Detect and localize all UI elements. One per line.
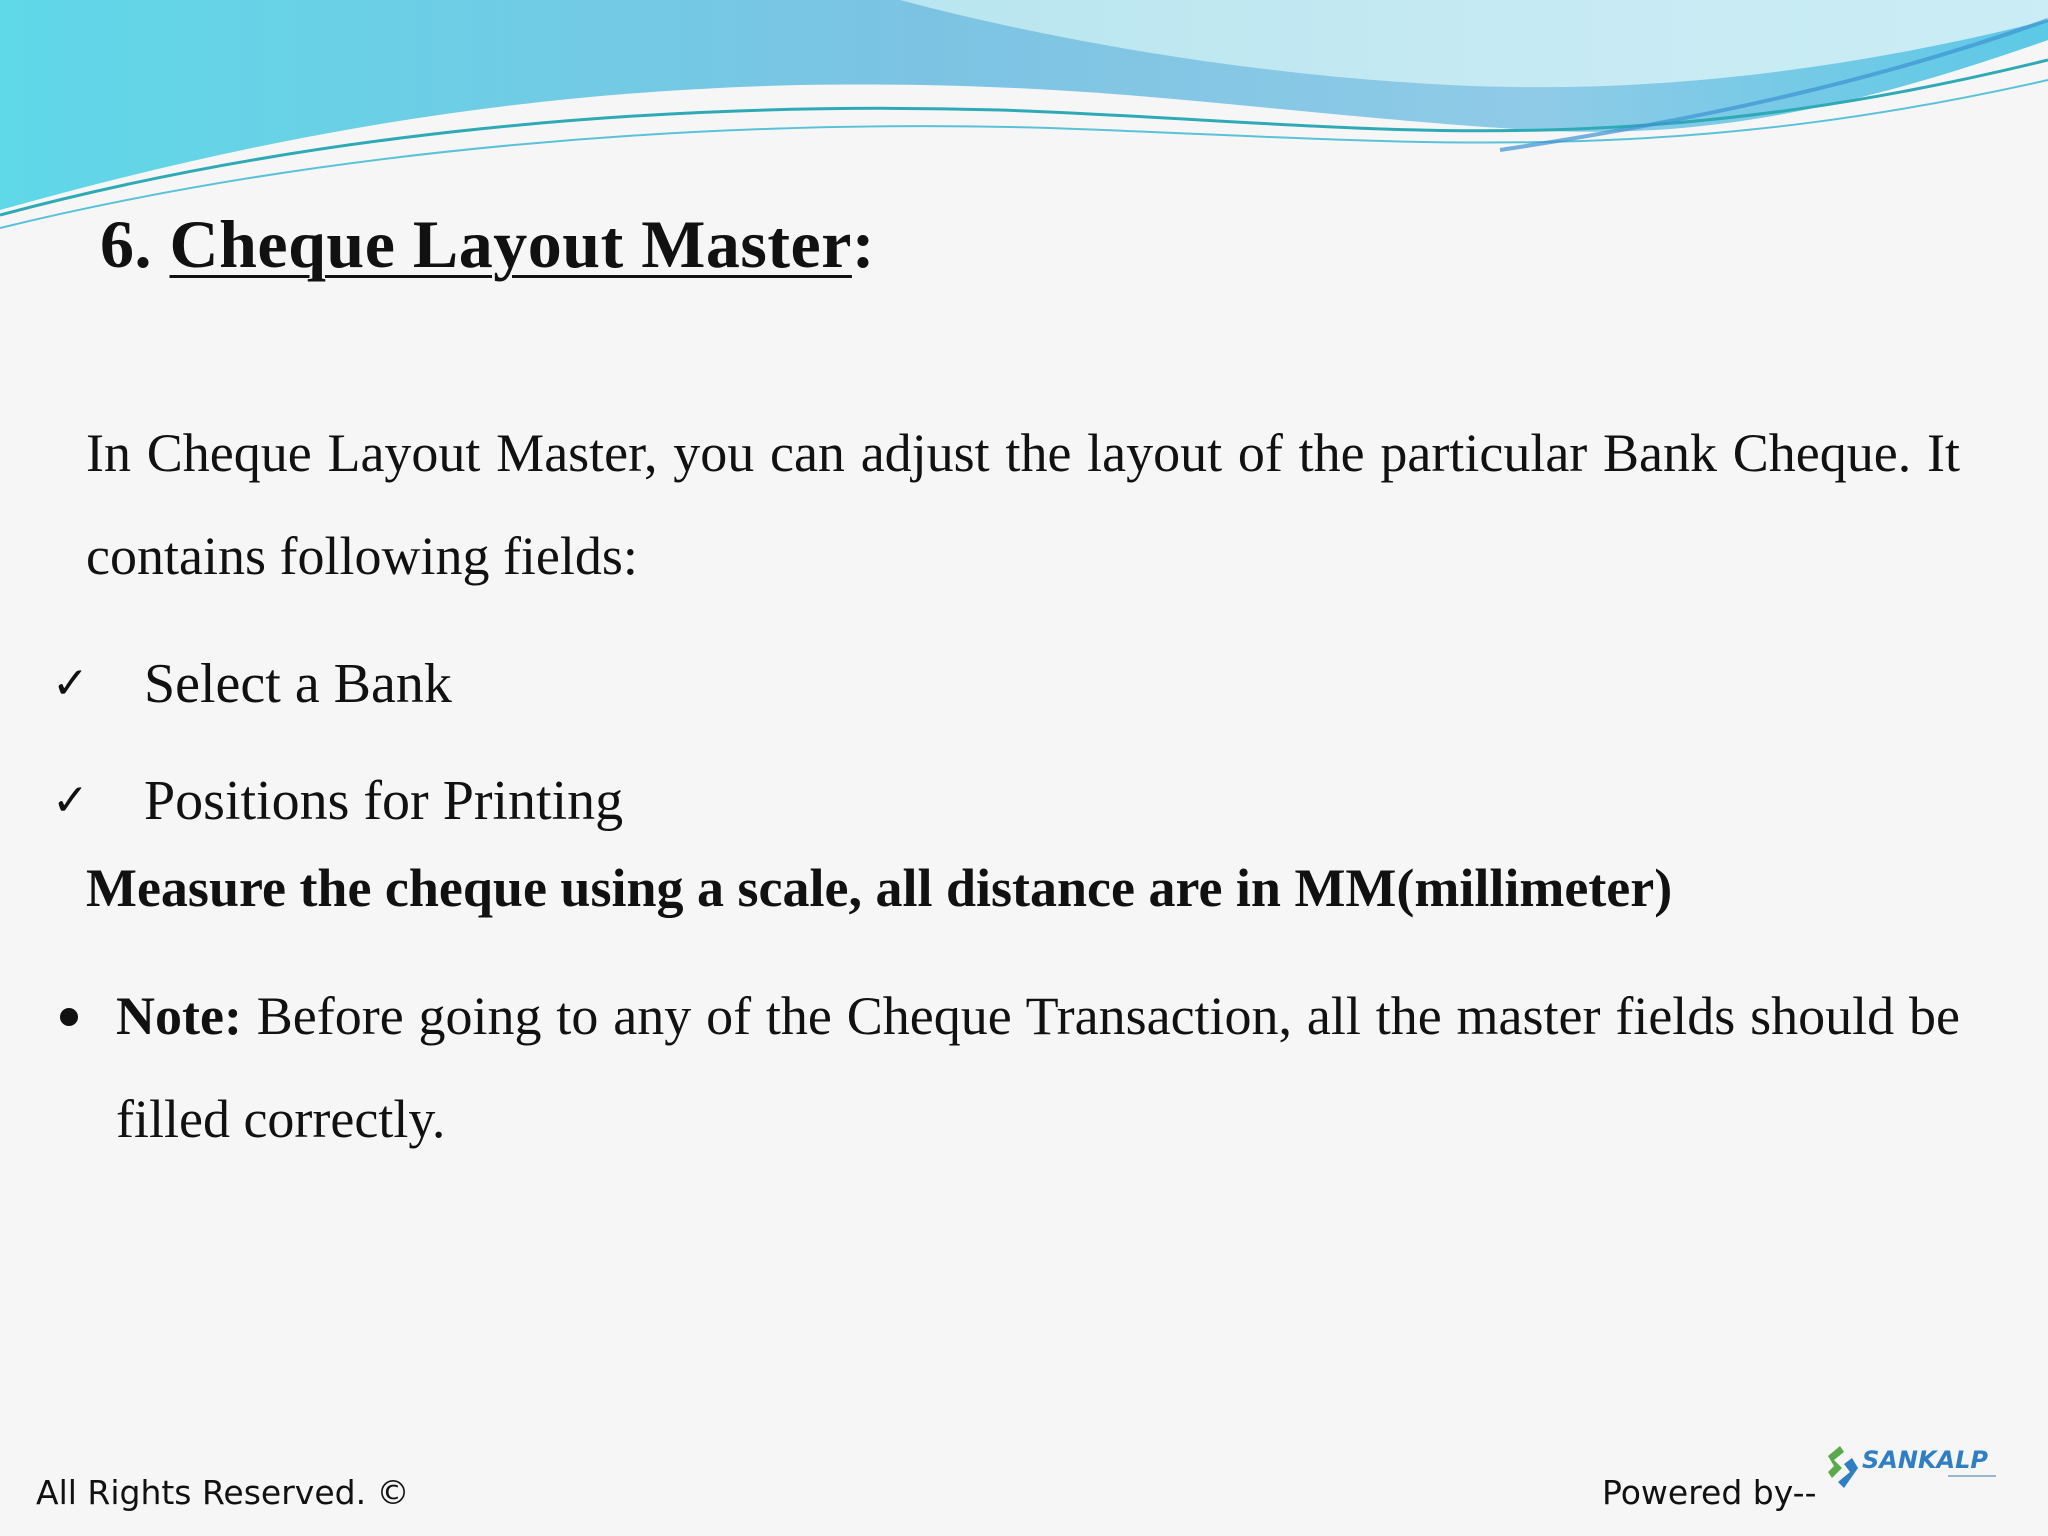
note-block (50, 965, 1960, 1171)
title-text: Cheque Layout Master (169, 206, 852, 282)
checklist-item (52, 742, 623, 859)
checklist-item (52, 625, 623, 742)
sankalp-logo (1820, 1438, 2010, 1496)
note-label: Note: (116, 986, 242, 1046)
note-text (116, 965, 1960, 1171)
logo-wordmark: SANKALP (1862, 1446, 1988, 1474)
checkmark-icon: ✓ (52, 658, 89, 709)
note-body: Before going to any of the Cheque Transaction, all the master fields should be filled correctly. (116, 986, 1960, 1149)
intro-paragraph: In Cheque Layout Master, you can adjust the layout of the particular Bank Cheque. It contains following fields: (86, 423, 1960, 586)
slide-title (100, 205, 875, 284)
measure-instruction: Measure the cheque using a scale, all distance are in MM(millimeter) (86, 858, 1673, 918)
footer-copyright: All Rights Reserved. © (36, 1473, 410, 1512)
field-checklist (52, 625, 623, 859)
bullet-icon (50, 965, 116, 1068)
checklist-item-label: Select a Bank (144, 652, 452, 715)
title-number: 6. (100, 206, 152, 282)
footer-powered-by: Powered by-- (1602, 1473, 1817, 1512)
header-wave-decoration (0, 0, 2048, 240)
checkmark-icon: ✓ (52, 775, 89, 826)
title-colon: : (851, 206, 876, 282)
checklist-item-label: Positions for Printing (144, 769, 624, 832)
